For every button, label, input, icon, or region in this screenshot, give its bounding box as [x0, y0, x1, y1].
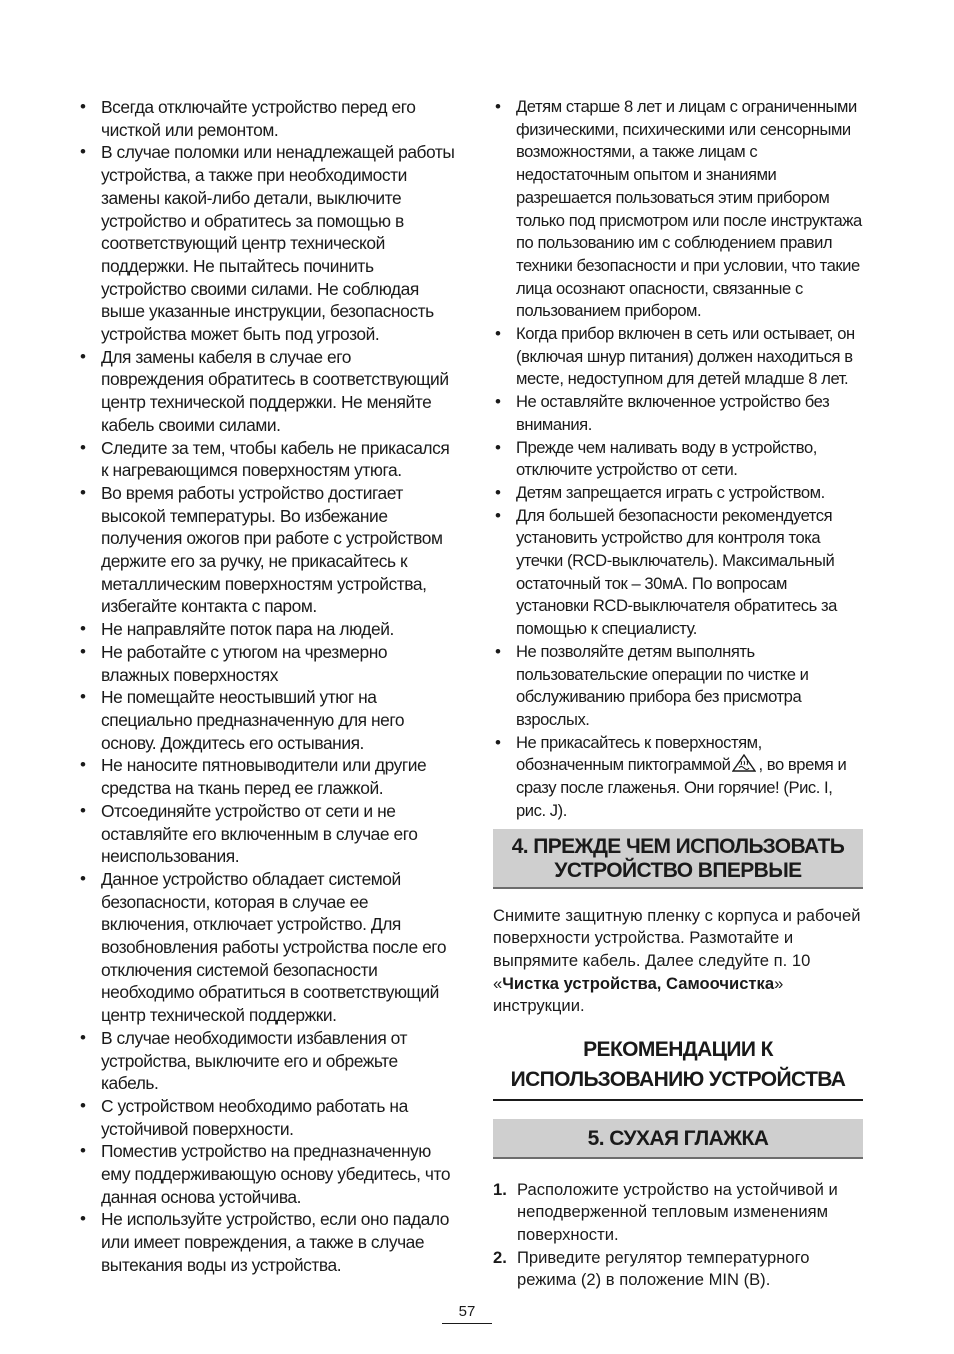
- recommendations-title-line2: ИСПОЛЬЗОВАНИЮ УСТРОЙСТВА: [510, 1067, 846, 1091]
- left-column: [78, 96, 458, 1277]
- list-item: • Не используйте устройство, если оно падало или имеет повреждения, а также в случае вытекания воды из устройства.: [78, 1208, 458, 1276]
- list-item: • В случае поломки или ненадлежащей работы устройства, а также при необходимости замены какой-либо детали, выключите устройство и обратитесь за помощью в соответствующий центр технической поддержки. Не пытайтесь починить устройство своими силами. Не соблюдая выше указанные инструкции, безопасность устройства может быть под угрозой.: [78, 141, 458, 345]
- list-item: • Когда прибор включен в сеть или остывает, он (включая шнур питания) должен находиться в месте, недоступном для детей младше 8 лет.: [493, 323, 863, 391]
- section-4-paragraph: Снимите защитную пленку с корпуса и рабочей поверхности устройства. Размотайте и выпрямите кабель. Далее следуйте п. 10 «Чистка устройства, Самоочистка» инструкции.: [493, 905, 861, 1016]
- list-item: • Данное устройство обладает системой безопасности, которая в случае ее включения, отключает устройство. Для возобновления работы устройства после его отключения системой безопасности необходимо обратиться в соответствующий центр технической поддержки.: [78, 868, 458, 1027]
- section-4-title-line1: 4. ПРЕЖДЕ ЧЕМ ИСПОЛЬЗОВАТЬ: [511, 834, 845, 858]
- step-text: Расположите устройство на устойчивой и неподверженной тепловым изменениям поверхности.: [517, 1179, 838, 1245]
- section-5-title: 5. СУХАЯ ГЛАЖКА: [587, 1126, 769, 1150]
- list-item: • Поместив устройство на предназначенную ему поддерживающую основу убедитесь, что данная основа устойчива.: [78, 1140, 458, 1208]
- list-item: • С устройством необходимо работать на устойчивой поверхности.: [78, 1095, 458, 1140]
- list-item: • Для замены кабеля в случае его повреждения обратитесь в соответствующий центр технической поддержки. Не меняйте кабель своими силами.: [78, 346, 458, 437]
- step-item: [493, 1247, 863, 1292]
- list-item: • Не наносите пятновыводители или другие средства на ткань перед ее глажкой.: [78, 754, 458, 799]
- list-item: • Не направляйте поток пара на людей.: [78, 618, 458, 641]
- hot-surface-warning-icon: [732, 754, 756, 772]
- list-item: • Прежде чем наливать воду в устройство, отключите устройство от сети.: [493, 437, 863, 482]
- safety-list-left: [78, 96, 458, 1277]
- list-item: • Для большей безопасности рекомендуется установить устройство для контроля тока утечки (RCD-выключатель). Максимальный остаточный ток – 30мА. По вопросам установки RCD-выключателя обратитесь за помощью к специалисту.: [493, 505, 863, 641]
- safety-list-right: [493, 96, 863, 823]
- list-item: • Не помещайте неостывший утюг на специально предназначенную для него основу. Дождитесь его остывания.: [78, 686, 458, 754]
- cleaning-reference: Чистка устройства, Самоочистка: [502, 973, 775, 993]
- right-column: [493, 96, 863, 1292]
- step-number: 2.: [493, 1247, 507, 1267]
- list-item: • Во время работы устройство достигает высокой температуры. Во избежание получения ожогов при работе с устройством держите его за ручку, не прикасайтесь к металлическим поверхностям устройства, избегайте контакта с паром.: [78, 482, 458, 618]
- list-item: • В случае необходимости избавления от устройства, выключите его и обрежьте кабель.: [78, 1027, 458, 1095]
- section-4-heading: [493, 829, 863, 889]
- list-item: • Всегда отключайте устройство перед его чисткой или ремонтом.: [78, 96, 458, 141]
- recommendations-heading: [493, 1035, 863, 1101]
- hot-surface-text-end: , во время и сразу после глаженья. Они горячие! (Рис. I, рис. J).: [516, 755, 847, 820]
- list-item: • Отсоединяйте устройство от сети и не оставляйте его включенным в случае его неиспользования.: [78, 800, 458, 868]
- page-number: 57: [442, 1303, 492, 1324]
- dry-ironing-steps: [493, 1179, 863, 1293]
- hot-surface-text-start: Не прикасайтесь к поверхностям, обозначенным пиктограммой: [516, 732, 762, 775]
- list-item-hot-surface: [493, 732, 863, 823]
- step-text: Приведите регулятор температурного режима (2) в положение MIN (B).: [517, 1247, 810, 1290]
- section-5-heading: [493, 1119, 863, 1159]
- section-4-title-line2: УСТРОЙСТВО ВПЕРВЫЕ: [554, 858, 802, 882]
- list-item: • Детям старше 8 лет и лицам с ограниченными физическими, психическими или сенсорными возможностями, а также лицам с недостаточным опытом и знаниями разрешается пользоваться этим прибором только под присмотром или после инструктажа по пользованию им с соблюдением правил техники безопасности и при условии, что такие лица осознают опасности, связанные с пользованием прибором.: [493, 96, 863, 323]
- list-item: • Не оставляйте включенное устройство без внимания.: [493, 391, 863, 436]
- list-item: • Не работайте с утюгом на чрезмерно влажных поверхностях: [78, 641, 458, 686]
- step-item: [493, 1179, 863, 1247]
- list-item: • Следите за тем, чтобы кабель не прикасался к нагревающимся поверхностям утюга.: [78, 437, 458, 482]
- recommendations-title-line1: РЕКОМЕНДАЦИИ К: [583, 1037, 773, 1061]
- list-item: • Детям запрещается играть с устройством.: [493, 482, 863, 505]
- step-number: 1.: [493, 1179, 507, 1199]
- list-item: • Не позволяйте детям выполнять пользовательские операции по чистке и обслуживанию прибора без присмотра взрослых.: [493, 641, 863, 732]
